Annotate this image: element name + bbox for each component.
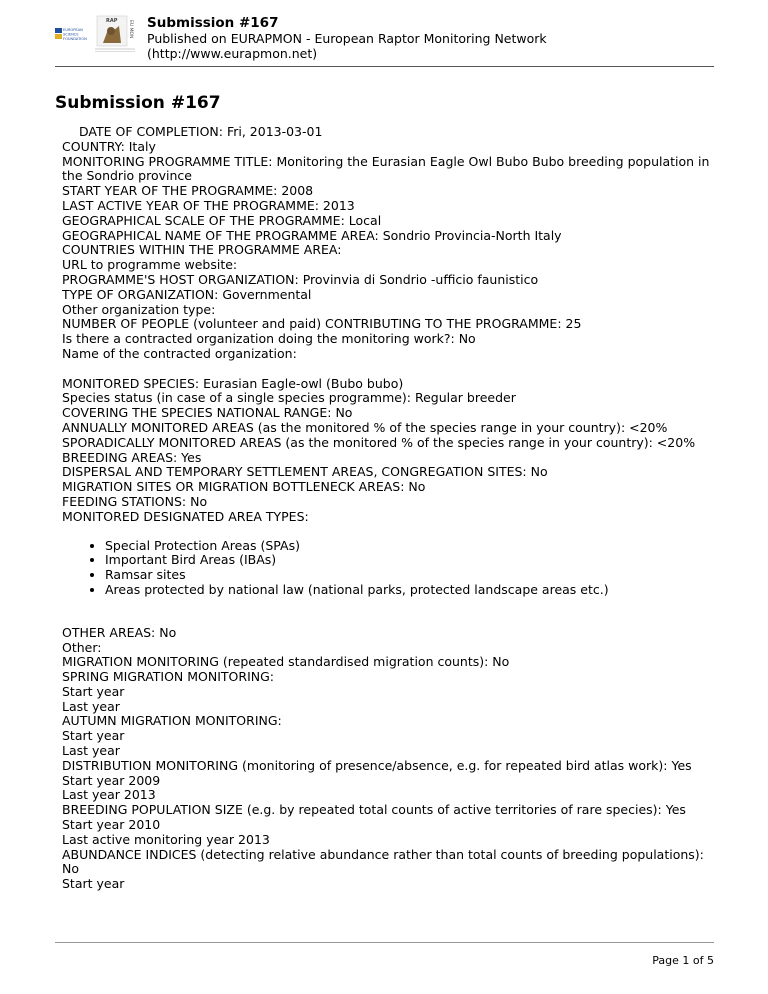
field-line: DISPERSAL AND TEMPORARY SETTLEMENT AREAS, CONGREGATION SITES: No xyxy=(62,464,548,480)
field-line: Start year xyxy=(62,876,125,892)
field-line: MONITORED SPECIES: Eurasian Eagle-owl (Bubo bubo) xyxy=(62,375,404,391)
field-line: Start year 2010 xyxy=(62,817,161,833)
field-line: Start year xyxy=(62,728,125,744)
field-line: Last active monitoring year 2013 xyxy=(62,831,270,847)
logo-vertical-text: EU MON xyxy=(128,20,133,39)
logo-text: EUROPEAN xyxy=(63,28,83,32)
field-line: ABUNDANCE INDICES (detecting relative abundance rather than total counts of breeding populations): No xyxy=(62,846,704,877)
header-url: (http://www.eurapmon.net) xyxy=(147,46,318,61)
field-line: Other organization type: xyxy=(62,301,216,317)
field-line: FEEDING STATIONS: No xyxy=(62,493,208,509)
field-line: MIGRATION SITES OR MIGRATION BOTTLENECK AREAS: No xyxy=(62,479,426,495)
page-number: Page 1 of 5 xyxy=(652,954,714,967)
field-line: Last year xyxy=(62,698,120,714)
eurapmon-logo xyxy=(55,14,139,54)
field-line: OTHER AREAS: No xyxy=(62,624,177,640)
field-line: TYPE OF ORGANIZATION: Governmental xyxy=(62,286,312,302)
field-line: GEOGRAPHICAL NAME OF THE PROGRAMME AREA: Sondrio Provincia-North Italy xyxy=(62,227,562,243)
field-line: SPRING MIGRATION MONITORING: xyxy=(62,669,275,685)
field-line: MONITORING PROGRAMME TITLE: Monitoring the Eurasian Eagle Owl Bubo Bubo breeding population in the Sondrio province xyxy=(62,153,710,184)
blank-line xyxy=(55,362,715,377)
header-text xyxy=(147,16,547,61)
field-line: Other: xyxy=(62,639,102,655)
submission-fields-1 xyxy=(55,125,715,525)
field-line: AUTUMN MIGRATION MONITORING: xyxy=(62,713,282,729)
field-line: DATE OF COMPLETION: Fri, 2013-03-01 xyxy=(79,124,323,139)
field-line: COUNTRIES WITHIN THE PROGRAMME AREA: xyxy=(62,242,342,258)
field-line: MONITORED DESIGNATED AREA TYPES: xyxy=(62,508,309,524)
field-line: URL to programme website: xyxy=(62,257,238,273)
designated-area-list xyxy=(55,539,715,598)
field-line: GEOGRAPHICAL SCALE OF THE PROGRAMME: Local xyxy=(62,212,382,228)
page-header xyxy=(55,10,714,67)
designated-area-item: • Areas protected by national law (national parks, protected landscape areas etc.) xyxy=(105,583,715,598)
designated-area-item: • Special Protection Areas (SPAs) xyxy=(105,539,715,554)
logo-text: FOUNDATION xyxy=(63,37,87,41)
header-title: Submission #167 xyxy=(147,15,279,31)
field-line: NUMBER OF PEOPLE (volunteer and paid) CONTRIBUTING TO THE PROGRAMME: 25 xyxy=(62,316,582,332)
page-title: Submission #167 xyxy=(55,93,221,113)
field-line: Species status (in case of a single species programme): Regular breeder xyxy=(62,390,516,406)
field-line: Start year xyxy=(62,683,125,699)
page-footer xyxy=(55,942,714,967)
field-line: Last year xyxy=(62,743,120,759)
designated-area-item: • Ramsar sites xyxy=(105,568,715,583)
field-line: Last year 2013 xyxy=(62,787,156,803)
field-line: MIGRATION MONITORING (repeated standardised migration counts): No xyxy=(62,654,510,670)
submission-fields-2 xyxy=(55,626,715,892)
field-line: COVERING THE SPECIES NATIONAL RANGE: No xyxy=(62,405,353,421)
submission-content xyxy=(55,125,715,892)
field-line: LAST ACTIVE YEAR OF THE PROGRAMME: 2013 xyxy=(62,197,355,213)
field-line: BREEDING POPULATION SIZE (e.g. by repeated total counts of active territories of rare species): Yes xyxy=(62,802,686,818)
field-line: COUNTRY: Italy xyxy=(62,138,156,154)
logo-badge-text: RAP xyxy=(106,18,118,24)
field-line: ANNUALLY MONITORED AREAS (as the monitored % of the species range in your country): <20% xyxy=(62,419,668,435)
field-line: Is there a contracted organization doing the monitoring work?: No xyxy=(62,331,476,347)
field-line: SPORADICALLY MONITORED AREAS (as the monitored % of the species range in your country): <20% xyxy=(62,434,696,450)
field-line: Name of the contracted organization: xyxy=(62,345,297,361)
field-line: Start year 2009 xyxy=(62,772,161,788)
field-line: PROGRAMME'S HOST ORGANIZATION: Provinvia di Sondrio -ufficio faunistico xyxy=(62,271,539,287)
header-published-line: Published on EURAPMON - European Raptor Monitoring Network xyxy=(147,31,547,46)
field-line: BREEDING AREAS: Yes xyxy=(62,449,202,465)
designated-area-item: • Important Bird Areas (IBAs) xyxy=(105,553,715,568)
field-line: START YEAR OF THE PROGRAMME: 2008 xyxy=(62,183,314,199)
logo-text: SCIENCE xyxy=(63,32,79,37)
field-line: DISTRIBUTION MONITORING (monitoring of presence/absence, e.g. for repeated bird atlas work): Yes xyxy=(62,757,692,773)
